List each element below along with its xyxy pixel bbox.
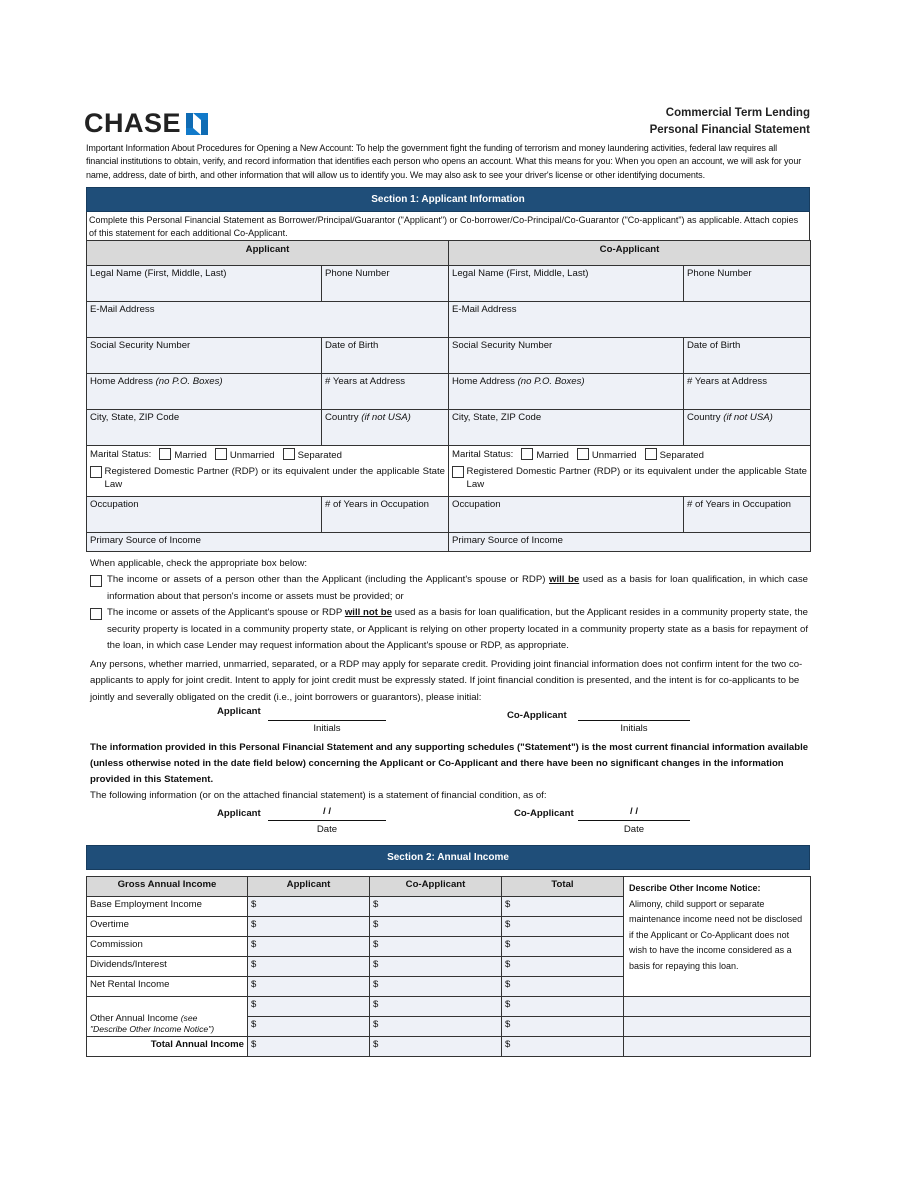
unmarried-checkbox[interactable] [215,448,227,460]
document-title [650,105,810,139]
date-caption: Date [316,824,338,836]
option2 [90,605,808,655]
applicable-section [86,552,810,707]
primary-income-label: Primary Source of Income [90,534,201,546]
applicant-phone-field[interactable] [322,265,449,301]
home-address-label: Home Address [452,375,515,387]
home-address-note: (no P.O. Boxes) [155,375,223,387]
coapplicant-amount-field[interactable]: $ [370,1017,502,1037]
option2-text-b: will not be [344,607,392,619]
initials-row [86,706,810,740]
intro-text: Important Information About Procedures for Opening a New Account: To help the government fight the funding of terrorism and money laundering activities, federal law requires all financial institutions to obtain, verify, and record information that identifies each person who opens an account. What this means for you: When you open an account, we will ask for your name, address, date of birth, and other information that will allow us to identify you. We may also ask to see your driver's license or other identifying documents. [86,143,802,180]
applicant-initials-field[interactable] [268,706,386,721]
applicant-amount-field[interactable]: $ [248,977,370,997]
date-caption: Date [623,824,645,836]
applicant-amount-field[interactable]: $ [248,997,370,1017]
logo-text: CHASE [84,108,182,138]
gross-income-header: Gross Annual Income [87,877,248,897]
applicant-years-occupation-field[interactable] [322,496,449,532]
coapplicant-years-address-field[interactable] [684,373,811,409]
home-address-note: (no P.O. Boxes) [517,375,585,387]
applicant-marital-status [87,445,449,496]
option2-text-c: used as a basis for loan qualification, but the Applicant resides in a community property state, the security property is located in a community property state, or Applicant is relying on other property located in a community property state as a basis for repayment of the loan, in which case Lender may request information about the Applicant's spouse or RDP, as appropriate. [107,607,808,652]
city-label: City, State, ZIP Code [90,411,180,423]
total-amount-field[interactable]: $ [502,917,624,937]
separated-checkbox[interactable] [645,448,657,460]
section1-note: Complete this Personal Financial Statement as Borrower/Principal/Guarantor ("Applicant") or Co-borrower/Co-Principal/Co-Guarantor ("Co-applicant") as applicable. Attach copies of this statement for each additional Co-Applicant. [86,212,810,240]
coapplicant-amount-field[interactable]: $ [370,897,502,917]
total-amount-field[interactable]: $ [502,1017,624,1037]
occupation-label: Occupation [452,498,501,510]
coapplicant-amount-field[interactable]: $ [370,997,502,1017]
years-address-label: # Years at Address [687,375,768,387]
separated-label: Separated [297,449,342,461]
applicant-legal-name-field[interactable] [87,265,322,301]
other-income-row-1 [87,997,811,1017]
coapplicant-ssn-field[interactable] [449,337,684,373]
applicant-primary-income-field[interactable] [87,532,449,551]
coapplicant-amount-field[interactable]: $ [370,937,502,957]
unmarried-checkbox[interactable] [577,448,589,460]
initials-caption: Initials [313,723,341,735]
separated-label: Separated [659,449,704,461]
applicant-country-field[interactable] [322,409,449,445]
section2-header: Section 2: Annual Income [86,845,810,870]
coapplicant-primary-income-field[interactable] [449,532,811,551]
dob-label: Date of Birth [687,339,741,351]
marital-status-label: Marital Status: [452,448,514,460]
coapplicant-years-occupation-field[interactable] [684,496,811,532]
coapplicant-dob-field[interactable] [684,337,811,373]
unmarried-label: Unmarried [591,449,637,461]
section1-header: Section 1: Applicant Information [86,187,810,212]
option2-text-a: The income or assets of the Applicant's spouse or RDP [107,607,343,619]
country-label: Country [687,411,721,423]
applicant-column-header: Applicant [87,240,449,265]
applicant-occupation-field[interactable] [87,496,322,532]
applicant-date-field[interactable]: / / [268,806,386,821]
total-income-label: Total Annual Income [87,1037,248,1057]
other-income-text-b: (see [180,1013,198,1024]
married-checkbox[interactable] [521,448,533,460]
chase-octagon-icon [186,113,208,135]
initials-caption: Initials [620,723,648,735]
coapplicant-amount-field[interactable]: $ [370,957,502,977]
years-occupation-label: # of Years in Occupation [687,498,792,510]
rdp-checkbox[interactable] [90,466,102,478]
other-income-label [87,997,248,1037]
option1 [90,572,808,605]
coapplicant-city-field[interactable] [449,409,684,445]
notice-blank-field[interactable] [624,1017,811,1037]
country-label: Country [325,411,359,423]
applicant-ssn-field[interactable] [87,337,322,373]
title-line1: Commercial Term Lending [665,107,810,119]
coapplicant-country-field[interactable] [684,409,811,445]
coapplicant-home-address-field[interactable] [449,373,684,409]
total-income-header: Total [502,877,624,897]
coapplicant-amount-field[interactable]: $ [370,917,502,937]
occupation-label: Occupation [90,498,139,510]
coapplicant-date-field[interactable]: / / [578,806,690,821]
applicant-email-field[interactable] [87,301,449,337]
home-address-label: Home Address [90,375,153,387]
applicant-table [86,240,811,552]
separated-checkbox[interactable] [283,448,295,460]
total-amount-field[interactable]: $ [502,957,624,977]
married-checkbox[interactable] [159,448,171,460]
following-paragraph: The following information (or on the attached financial statement) is a statement of financial condition, as of: [90,790,547,802]
phone-label: Phone Number [325,267,390,279]
other-income-text-a: Other Annual Income [90,1012,179,1024]
other-income-text-c: "Describe Other Income Notice") [90,1024,215,1035]
applicant-years-address-field[interactable] [322,373,449,409]
coapplicant-column-header: Co-Applicant [449,240,811,265]
chase-logo [84,108,208,139]
coapplicant-occupation-field[interactable] [449,496,684,532]
married-label: Married [536,449,569,461]
country-note: (if not USA) [723,411,773,423]
applicant-amount-field[interactable]: $ [248,917,370,937]
coapplicant-initials-field[interactable] [578,706,690,721]
option1-text-a: The income or assets of a person other than the Applicant (including the Applicant's spouse or RDP) [107,574,546,586]
rdp-checkbox[interactable] [452,466,464,478]
option2-checkbox[interactable] [90,608,102,620]
applicant-amount-field[interactable]: $ [248,957,370,977]
income-row-label: Base Employment Income [87,897,248,917]
notice-blank-field[interactable] [624,997,811,1017]
initials-applicant-label: Applicant [217,706,261,718]
header [86,100,810,142]
option1-text-b: will be [548,574,580,586]
applicant-home-address-field[interactable] [87,373,322,409]
applicant-city-field[interactable] [87,409,322,445]
notice-blank-field[interactable] [624,1037,811,1057]
married-label: Married [174,449,207,461]
ssn-label: Social Security Number [452,339,553,351]
date-row [86,806,810,840]
option1-checkbox[interactable] [90,575,102,587]
income-row-label: Commission [87,937,248,957]
initials-coapplicant-label: Co-Applicant [507,710,567,722]
notice-body: Alimony, child support or separate maintenance income need not be disclosed if the Applicant or Co-Applicant does not wish to have the income considered as a basis for repaying this loan. [629,898,803,971]
total-amount-field[interactable]: $ [502,977,624,997]
applicant-amount-field[interactable]: $ [248,937,370,957]
years-address-label: # Years at Address [325,375,406,387]
rdp-label: Registered Domestic Partner (RDP) or its equivalent under the applicable State Law [104,465,445,490]
statement-paragraph: The information provided in this Personal Financial Statement and any supporting schedules ("Statement") is the most current financial information available (unless otherwise noted in the date field below) concerning the Applicant or Co-Applicant and there have been no significant changes in the information provided in this Statement. [90,742,809,786]
legal-name-label: Legal Name (First, Middle, Last) [452,267,589,279]
income-row-label: Net Rental Income [87,977,248,997]
dob-label: Date of Birth [325,339,379,351]
rdp-label: Registered Domestic Partner (RDP) or its equivalent under the applicable State Law [466,465,808,490]
phone-label: Phone Number [687,267,752,279]
title-line2: Personal Financial Statement [649,124,810,136]
years-occupation-label: # of Years in Occupation [325,498,430,510]
form-page [86,100,810,1057]
total-income-row [87,1037,811,1057]
date-applicant-label: Applicant [217,808,261,820]
option1-text-c: used as a basis for loan qualification, in which case information about that person's income or assets must be provided; or [107,574,809,602]
email-label: E-Mail Address [452,303,517,315]
unmarried-label: Unmarried [229,449,275,461]
date-coapplicant-label: Co-Applicant [514,808,574,820]
legal-name-label: Legal Name (First, Middle, Last) [90,267,227,279]
ssn-label: Social Security Number [90,339,191,351]
primary-income-label: Primary Source of Income [452,534,563,546]
coapplicant-total-field[interactable]: $ [370,1037,502,1057]
email-label: E-Mail Address [90,303,155,315]
coapplicant-legal-name-field[interactable] [449,265,684,301]
city-label: City, State, ZIP Code [452,411,542,423]
income-table [86,876,811,1057]
coapplicant-email-field[interactable] [449,301,811,337]
coapplicant-marital-status [449,445,811,496]
coapplicant-amount-field[interactable]: $ [370,977,502,997]
notice-title: Describe Other Income Notice: [629,883,761,894]
country-note: (if not USA) [361,411,411,423]
applicable-intro: When applicable, check the appropriate box below: [90,557,308,569]
joint-credit-paragraph: Any persons, whether married, unmarried, separated, or a RDP may apply for separate credit. Providing joint financial information does not confirm intent for the two co-applicants to apply for joint credit. Intent to apply for joint credit must be expressly stated. If joint financial condition is presented, and the intent is for co-applicants to be jointly and severally obligated on the credit (i.e., joint borrowers or guarantors), please initial: [90,658,803,703]
income-row-label: Dividends/Interest [87,957,248,977]
coapplicant-phone-field[interactable] [684,265,811,301]
marital-status-label: Marital Status: [90,448,152,460]
total-amount-field[interactable]: $ [502,937,624,957]
total-amount-field[interactable]: $ [502,897,624,917]
coapplicant-income-header: Co-Applicant [370,877,502,897]
total-amount-field[interactable]: $ [502,997,624,1017]
applicant-total-field[interactable]: $ [248,1037,370,1057]
applicant-dob-field[interactable] [322,337,449,373]
other-income-notice [624,877,811,997]
applicant-income-header: Applicant [248,877,370,897]
applicant-amount-field[interactable]: $ [248,1017,370,1037]
applicant-amount-field[interactable]: $ [248,897,370,917]
income-row-label: Overtime [87,917,248,937]
grand-total-field[interactable]: $ [502,1037,624,1057]
